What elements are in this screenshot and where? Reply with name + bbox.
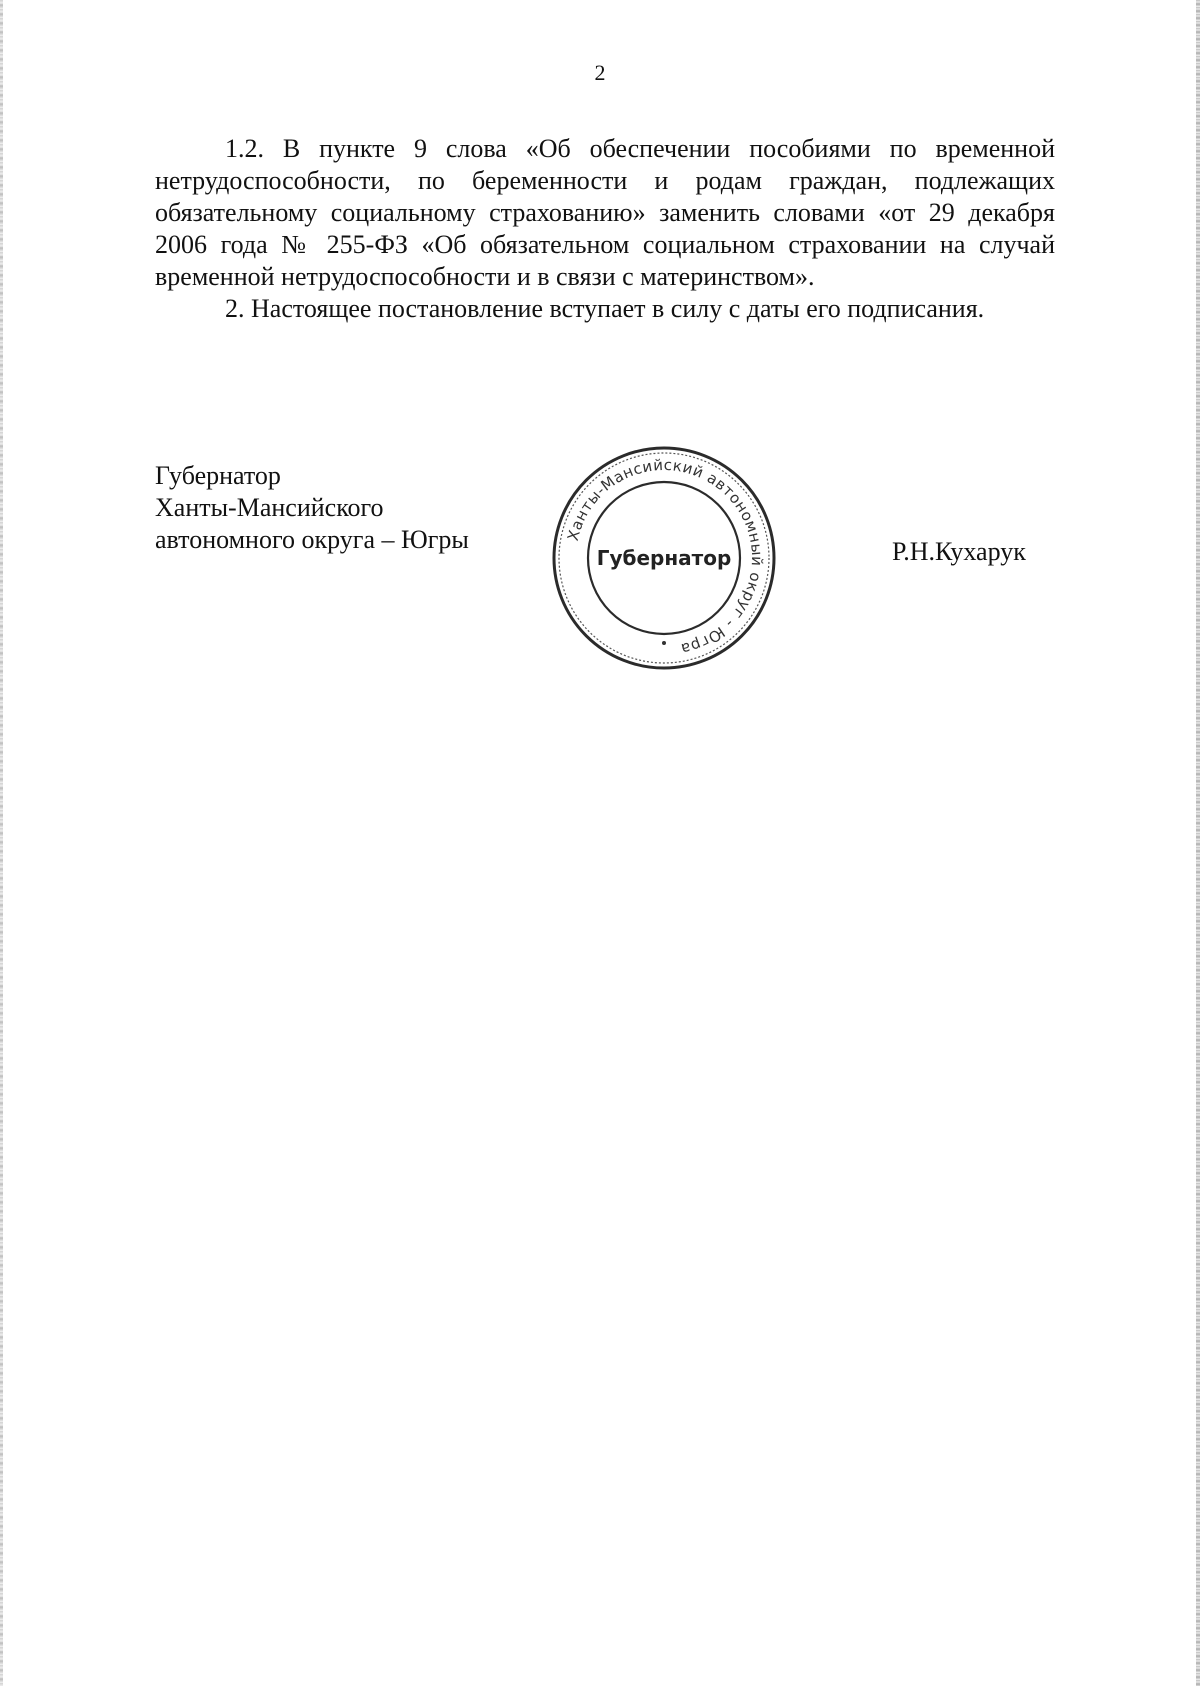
paragraph-1-2: 1.2. В пункте 9 слова «Об обеспечении пособиями по временной нетрудоспособности, по беременности и родам граждан, подлежащих обязательному социальному страхованию» заменить словами «от 29 декабря 2006 года № 255-ФЗ «Об обязательном социальном страховании на случай временной нетрудоспособности и в связи с материнством». [155, 134, 1055, 291]
signatory-position [155, 460, 469, 556]
scan-edge-left [0, 0, 3, 1686]
seal-ring-text: Ханты-Мансийский автономный округ - Югра [563, 455, 767, 659]
position-line-2: Ханты-Мансийского [155, 493, 384, 522]
position-line-3: автономного округа – Югры [155, 525, 469, 554]
scan-edge-right [1196, 0, 1200, 1686]
page-number: 2 [594, 60, 606, 85]
official-seal [548, 442, 780, 674]
paragraph-2: 2. Настоящее постановление вступает в силу с даты его подписания. [225, 294, 985, 323]
signatory-name: Р.Н.Кухарук [892, 537, 1026, 566]
position-line-1: Губернатор [155, 461, 281, 490]
document-body [155, 133, 1055, 325]
seal-center-text: Губернатор [596, 546, 732, 570]
